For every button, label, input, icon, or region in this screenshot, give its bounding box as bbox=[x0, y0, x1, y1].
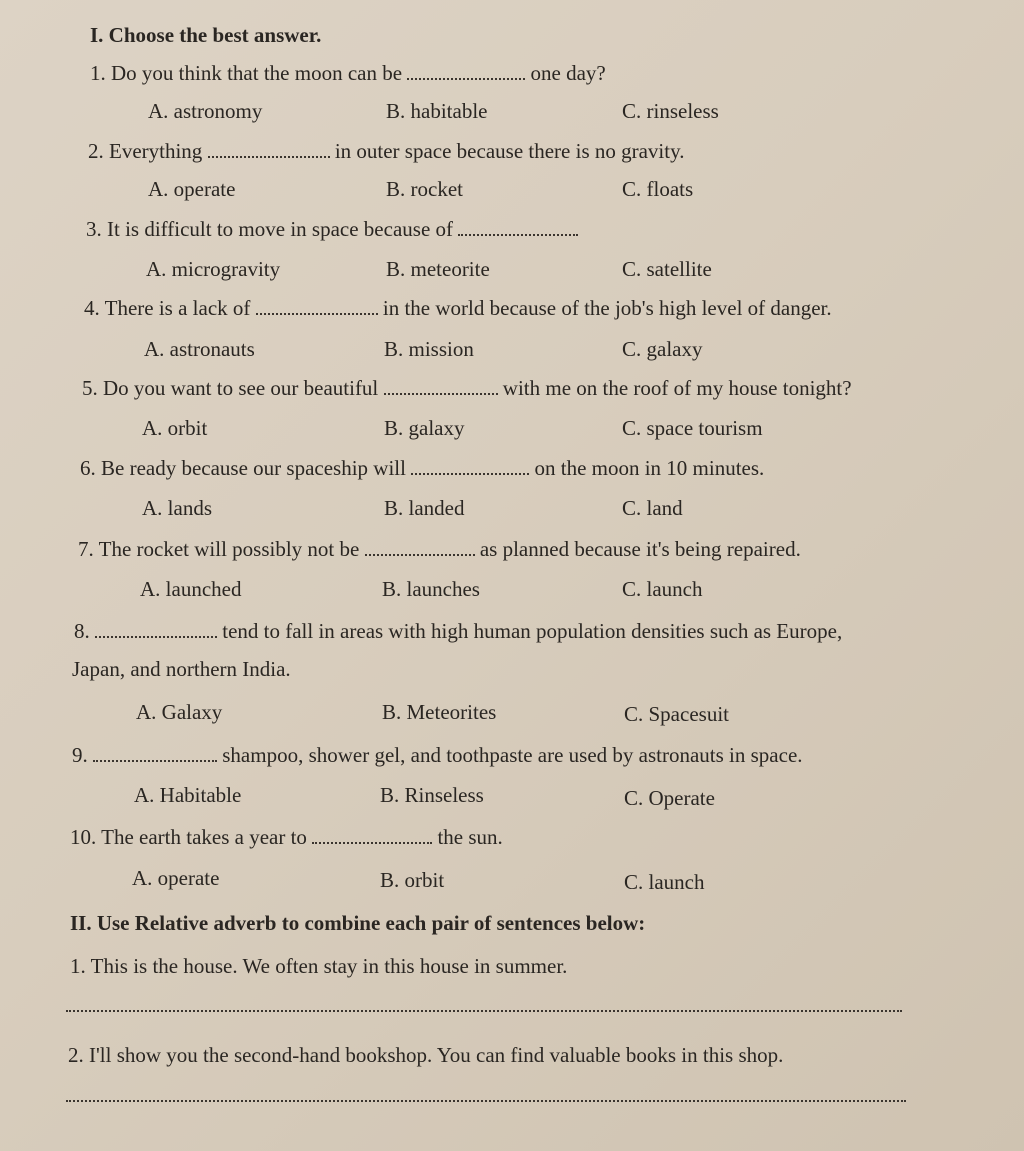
option-b[interactable]: B. mission bbox=[384, 337, 474, 361]
answer-blank[interactable] bbox=[256, 297, 378, 315]
question-2: 2. Everything in outer space because there is no gravity. bbox=[88, 139, 685, 163]
option-a[interactable]: A. Galaxy bbox=[136, 700, 223, 724]
option-b[interactable]: B. Meteorites bbox=[382, 700, 497, 724]
question-8: 8. tend to fall in areas with high human population densities such as Europe, bbox=[74, 619, 843, 643]
option-b[interactable]: B. launches bbox=[382, 577, 480, 601]
question-1: 1. Do you think that the moon can be one day? bbox=[90, 61, 606, 85]
option-a[interactable]: A. operate bbox=[148, 177, 236, 201]
answer-blank[interactable] bbox=[93, 744, 217, 762]
option-a[interactable]: A. lands bbox=[142, 496, 212, 520]
option-c[interactable]: C. launch bbox=[622, 577, 703, 601]
question-5: 5. Do you want to see our beautiful with me on the roof of my house tonight? bbox=[82, 376, 852, 400]
answer-blank[interactable] bbox=[458, 218, 578, 236]
option-a[interactable]: A. astronomy bbox=[148, 99, 263, 123]
question-8-continuation: Japan, and northern India. bbox=[72, 657, 291, 681]
option-c[interactable]: C. launch bbox=[624, 870, 705, 894]
option-b[interactable]: B. orbit bbox=[380, 868, 445, 892]
option-a[interactable]: A. astronauts bbox=[144, 337, 255, 361]
question-6: 6. Be ready because our spaceship will on the moon in 10 minutes. bbox=[80, 456, 765, 480]
answer-blank[interactable] bbox=[365, 538, 475, 556]
option-b[interactable]: B. habitable bbox=[386, 99, 488, 123]
answer-blank[interactable] bbox=[312, 826, 432, 844]
option-a[interactable]: A. operate bbox=[132, 866, 220, 890]
option-a[interactable]: A. orbit bbox=[142, 416, 208, 440]
option-c[interactable]: C. galaxy bbox=[622, 337, 703, 361]
option-c[interactable]: C. Operate bbox=[624, 786, 715, 810]
option-b[interactable]: B. Rinseless bbox=[380, 783, 484, 807]
option-b[interactable]: B. rocket bbox=[386, 177, 463, 201]
answer-blank[interactable] bbox=[384, 377, 498, 395]
answer-blank[interactable] bbox=[95, 620, 217, 638]
answer-line-1[interactable] bbox=[66, 1010, 902, 1012]
question-7: 7. The rocket will possibly not be as planned because it's being repaired. bbox=[78, 537, 801, 561]
option-b[interactable]: B. meteorite bbox=[386, 257, 490, 281]
question-3: 3. It is difficult to move in space because of bbox=[86, 216, 578, 242]
option-a[interactable]: A. launched bbox=[140, 577, 242, 601]
option-c[interactable]: C. floats bbox=[622, 177, 694, 201]
question-9: 9. shampoo, shower gel, and toothpaste are used by astronauts in space. bbox=[72, 743, 803, 767]
option-a[interactable]: A. microgravity bbox=[146, 257, 281, 281]
option-c[interactable]: C. space tourism bbox=[622, 416, 763, 440]
answer-blank[interactable] bbox=[208, 140, 330, 158]
question-4: 4. There is a lack of in the world because of the job's high level of danger. bbox=[84, 296, 832, 320]
option-c[interactable]: C. rinseless bbox=[622, 99, 719, 123]
section-2-title: II. Use Relative adverb to combine each pair of sentences below: bbox=[70, 911, 646, 935]
option-c[interactable]: C. Spacesuit bbox=[624, 702, 729, 726]
answer-blank[interactable] bbox=[411, 457, 529, 475]
combine-item-1: 1. This is the house. We often stay in this house in summer. bbox=[70, 954, 568, 978]
combine-item-2: 2. I'll show you the second-hand bookshop. You can find valuable books in this shop. bbox=[68, 1043, 784, 1067]
option-c[interactable]: C. satellite bbox=[622, 257, 712, 281]
option-a[interactable]: A. Habitable bbox=[134, 783, 242, 807]
answer-blank[interactable] bbox=[407, 62, 525, 80]
option-b[interactable]: B. landed bbox=[384, 496, 465, 520]
section-1-title: I. Choose the best answer. bbox=[90, 23, 322, 47]
answer-line-2[interactable] bbox=[66, 1100, 906, 1102]
option-c[interactable]: C. land bbox=[622, 496, 683, 520]
question-10: 10. The earth takes a year to the sun. bbox=[70, 825, 503, 849]
option-b[interactable]: B. galaxy bbox=[384, 416, 465, 440]
